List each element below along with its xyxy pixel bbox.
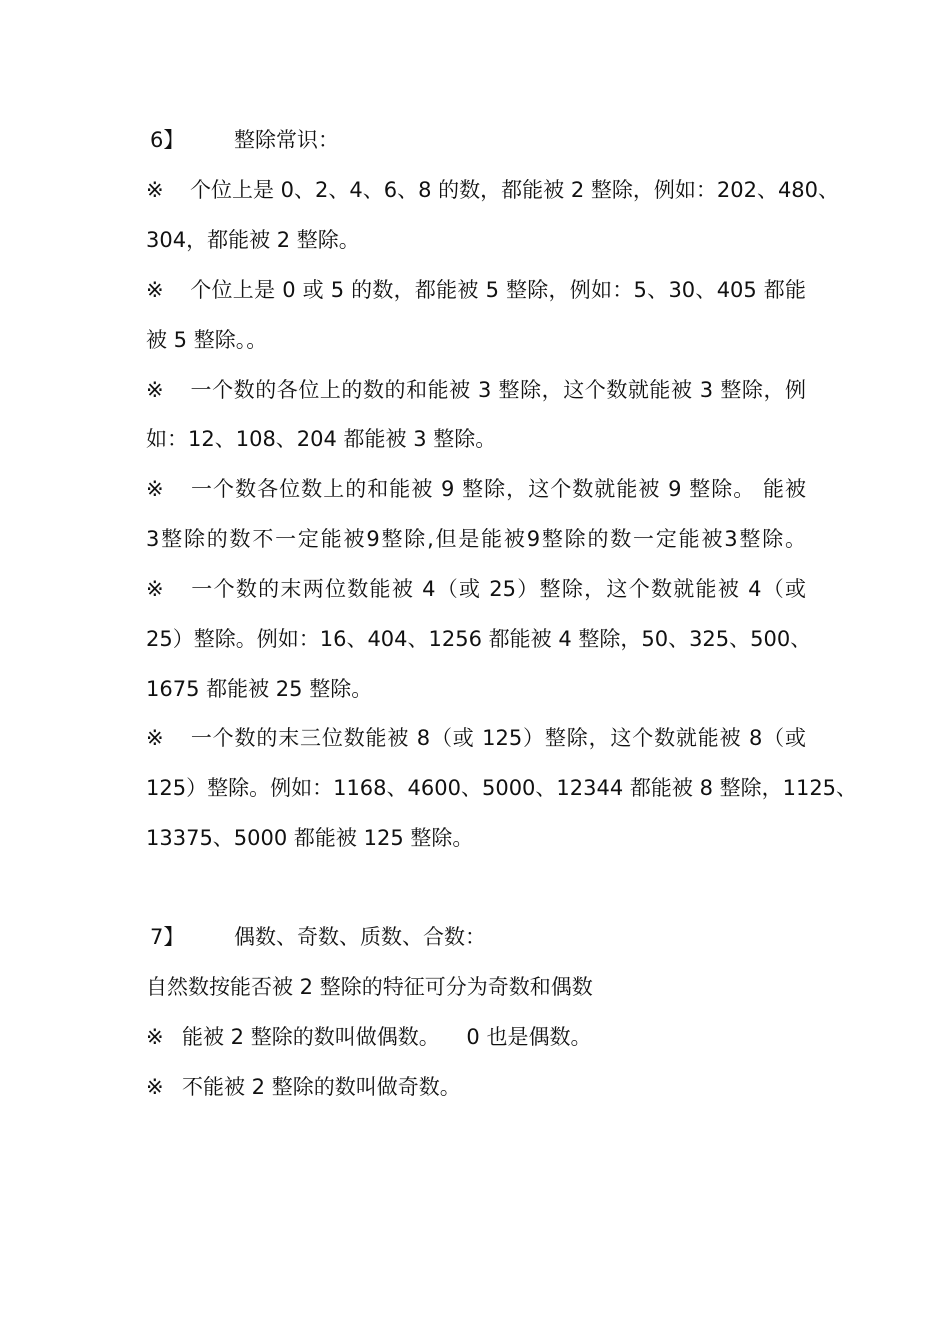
intro-text: 自然数按能否被 2 整除的特征可分为奇数和偶数	[146, 975, 593, 999]
reference-mark-icon: ※	[146, 1075, 164, 1099]
rule-item-text: 如：12、108、204 都能被 3 整除。	[146, 427, 497, 451]
rule-item-text: 一个数的末三位数能被 8（或 125）整除，这个数就能被 8（或	[190, 726, 806, 750]
section-7-intro	[146, 972, 593, 1002]
reference-mark-icon: ※	[146, 1025, 164, 1049]
section-7-heading	[150, 922, 486, 952]
reference-mark-icon: ※	[146, 726, 164, 750]
rule-item-4-line-1	[146, 474, 806, 504]
rule-item-text: 3整除的数不一定能被9整除,但是能被9整除的数一定能被3整除。	[146, 527, 806, 551]
definition-item-1	[146, 1022, 591, 1052]
definition-text: 不能被 2 整除的数叫做奇数。	[182, 1075, 461, 1099]
rule-item-text: 个位上是 0、2、4、6、8 的数，都能被 2 整除，例如：202、480、	[190, 178, 840, 202]
rule-item-1-line-1	[146, 175, 840, 205]
rule-item-1-line-2	[146, 225, 360, 255]
reference-mark-icon: ※	[146, 577, 164, 601]
rule-item-text: 一个数各位数上的和能被 9 整除，这个数就能被 9 整除。 能被	[190, 477, 806, 501]
rule-item-text: 被 5 整除。。	[146, 328, 268, 352]
section-6-number: 6】	[150, 128, 185, 152]
rule-item-3-line-1	[146, 375, 806, 405]
rule-item-text: 304，都能被 2 整除。	[146, 228, 360, 252]
rule-item-6-line-3	[146, 823, 473, 853]
section-7-number: 7】	[150, 925, 185, 949]
rule-item-5-line-1	[146, 574, 806, 604]
section-6-title: 整除常识：	[234, 128, 339, 152]
reference-mark-icon: ※	[146, 378, 164, 402]
rule-item-4-line-2	[146, 524, 806, 554]
reference-mark-icon: ※	[146, 477, 164, 501]
rule-item-text: 25）整除。例如：16、404、1256 都能被 4 整除，50、325、500、	[146, 627, 812, 651]
rule-item-3-line-2	[146, 424, 496, 454]
reference-mark-icon: ※	[146, 278, 164, 302]
section-7-title: 偶数、奇数、质数、合数：	[234, 925, 486, 949]
rule-item-5-line-3	[146, 674, 372, 704]
rule-item-text: 1675 都能被 25 整除。	[146, 677, 373, 701]
rule-item-text: 13375、5000 都能被 125 整除。	[146, 826, 474, 850]
rule-item-text: 个位上是 0 或 5 的数，都能被 5 整除，例如：5、30、405 都能	[190, 278, 806, 302]
rule-item-2-line-1	[146, 275, 806, 305]
rule-item-text: 125）整除。例如：1168、4600、5000、12344 都能被 8 整除，1125、	[146, 776, 858, 800]
rule-item-5-line-2	[146, 624, 812, 654]
section-6-heading	[150, 125, 339, 155]
rule-item-text: 一个数的各位上的数的和能被 3 整除，这个数就能被 3 整除，例	[190, 378, 806, 402]
rule-item-6-line-2	[146, 773, 858, 803]
rule-item-text: 一个数的末两位数能被 4（或 25）整除，这个数就能被 4（或	[190, 577, 806, 601]
reference-mark-icon: ※	[146, 178, 164, 202]
rule-item-2-line-2	[146, 325, 267, 355]
rule-item-6-line-1	[146, 723, 806, 753]
definition-item-2	[146, 1072, 461, 1102]
definition-text: 能被 2 整除的数叫做偶数。 0 也是偶数。	[182, 1025, 592, 1049]
